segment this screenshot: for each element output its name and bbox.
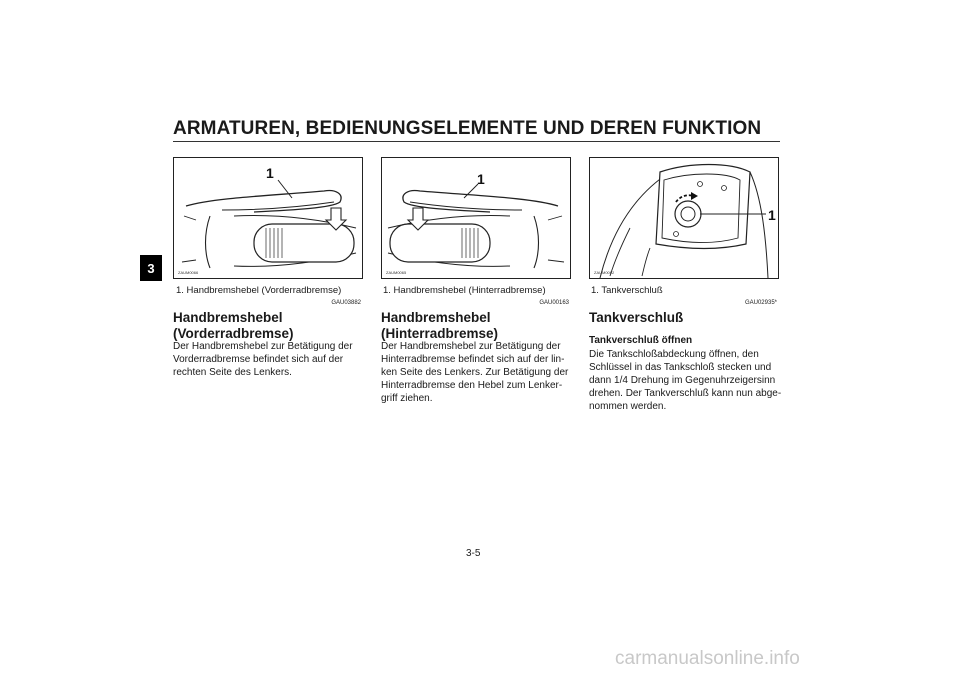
section-heading-line: (Hinterradbremse) [381, 326, 499, 341]
body-line: griff ziehen. [381, 393, 433, 404]
page-title: ARMATUREN, BEDIENUNGSELEMENTE UND DEREN FUNKTION [173, 118, 762, 139]
figure-callout-number: 1 [477, 171, 485, 187]
section-body [381, 340, 568, 405]
page-number: 3-5 [466, 548, 481, 559]
watermark: carmanualsonline.info [615, 648, 800, 669]
figure-code: ZAUM0065 [386, 270, 407, 275]
title-rule [173, 141, 780, 142]
body-line: rechten Seite des Lenkers. [173, 367, 292, 378]
body-line: drehen. Der Tankverschluß kann nun abge- [589, 388, 782, 399]
section-heading-line: Handbremshebel [173, 310, 283, 325]
body-line: Die Tankschloßabdeckung öffnen, den [589, 349, 759, 360]
section-heading [173, 310, 294, 342]
fuel-tank-illustration [590, 158, 778, 278]
handlebar-right-illustration [174, 158, 362, 278]
section-heading-line: Handbremshebel [381, 310, 491, 325]
subheading: Tankverschluß öffnen [589, 335, 693, 346]
body-line: nommen werden. [589, 401, 667, 412]
section-heading-line: Tankverschluß [589, 310, 684, 325]
section-code: GAU03882 [331, 300, 361, 306]
body-line: Schlüssel in das Tankschloß stecken und [589, 362, 772, 373]
figure-fuel-tank-cap [589, 157, 779, 279]
body-line: Der Handbremshebel zur Betätigung der [173, 341, 353, 352]
figure-code: ZAUM0066 [178, 270, 199, 275]
figure-callout-number: 1 [266, 165, 274, 181]
section-body [589, 348, 781, 413]
section-heading [589, 310, 683, 326]
figure-caption: 1. Handbremshebel (Hinterradbremse) [383, 285, 546, 296]
figure-caption: 1. Tankverschluß [591, 285, 663, 296]
section-body [173, 340, 353, 379]
body-line: Vorderradbremse befindet sich auf der [173, 354, 344, 365]
body-line: Hinterradbremse den Hebel zum Lenker- [381, 380, 563, 391]
body-line: Hinterradbremse befindet sich auf der lin- [381, 354, 565, 365]
body-line: Der Handbremshebel zur Betätigung der [381, 341, 561, 352]
section-heading [381, 310, 498, 342]
figure-caption: 1. Handbremshebel (Vorderradbremse) [176, 285, 342, 296]
figure-rear-brake-lever [381, 157, 571, 279]
section-code: GAU00163 [539, 300, 569, 306]
section-code: GAU02935* [744, 300, 777, 306]
figure-callout-number: 1 [768, 207, 776, 223]
section-heading-line: (Vorderradbremse) [173, 326, 294, 341]
handlebar-left-illustration [382, 158, 570, 278]
body-line: ken Seite des Lenkers. Zur Betätigung der [381, 367, 569, 378]
figure-front-brake-lever [173, 157, 363, 279]
body-line: dann 1/4 Drehung im Gegenuhrzeigersinn [589, 375, 776, 386]
chapter-tab: 3 [140, 255, 162, 281]
figure-code: ZAUM0092 [594, 270, 615, 275]
